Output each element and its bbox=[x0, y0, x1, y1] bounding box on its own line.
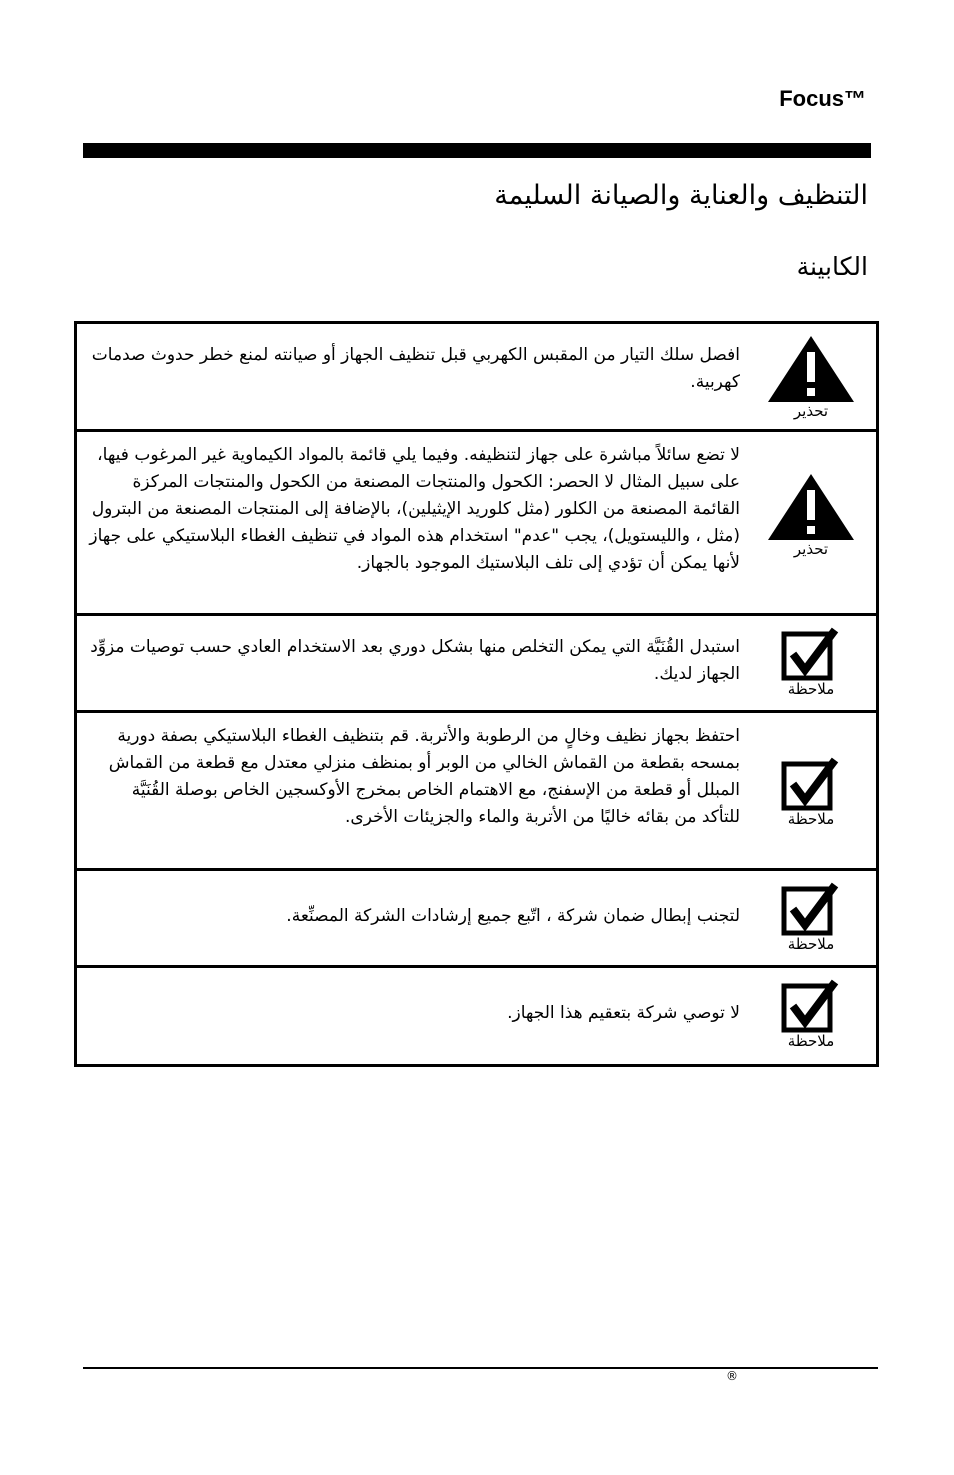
notice-text-content: لا تضع سائلاً مباشرة على جهاز لتنظيفه. وفيما يلي قائمة بالمواد الكيماوية غير المرغوب فيها، على سبيل المثال لا الحصر: الكحول والمنتجات المصنعة من الكحول والمنتجات المركزة القائمة المصنعة من الكلور (مثل كلوريد الإيثيلين)، بالإضافة إلى المنتجات المصنعة من البترول (مثل ، والليستويل)، يجب "عدم" استخدام هذه المواد في تنظيف الغطاء البلاستيكي على جهاز لأنها يمكن أن تؤدي إلى تلف البلاستيك الموجود بالجهاز. bbox=[89, 445, 740, 573]
notice-row bbox=[77, 871, 876, 968]
note-icon-block bbox=[764, 881, 858, 953]
header-divider bbox=[83, 143, 871, 158]
warning-icon-block bbox=[764, 334, 858, 420]
notice-text-content: لا توصي شركة بتعقيم هذا الجهاز. bbox=[507, 1003, 740, 1023]
checkbox-check-icon bbox=[781, 978, 841, 1034]
note-icon-block bbox=[764, 978, 858, 1050]
note-icon-block bbox=[764, 756, 858, 828]
note-caption: ملاحظة bbox=[787, 1032, 835, 1050]
notice-text-content: احتفظ بجهاز نظيف وخالٍ من الرطوبة والأتربة. قم بتنظيف الغطاء البلاستيكي بصفة دورية بمسحه بقطعة من القماش الخالي من الوبر أو بمنظف منزلي معتدل مع قطعة من القماش المبلل أو قطعة من الإسفنج، مع الاهتمام الخاص بمخرج الأوكسجين الخاص بوصلة القُنَيَّة للتأكد من بقائه خاليًا من الأتربة والماء والجزيئات الأخرى. bbox=[108, 726, 740, 827]
footer-divider bbox=[83, 1367, 878, 1369]
notice-text bbox=[77, 871, 876, 965]
section-title: التنظيف والعناية والصيانة السليمة bbox=[494, 180, 868, 211]
notice-text bbox=[77, 324, 876, 429]
warning-caption: تحذير bbox=[793, 540, 829, 558]
registered-mark: ® bbox=[726, 1369, 738, 1383]
note-caption: ملاحظة bbox=[787, 810, 835, 828]
warning-icon-block bbox=[764, 472, 858, 558]
warning-triangle-icon bbox=[766, 334, 856, 404]
note-icon-block bbox=[764, 626, 858, 698]
notice-text bbox=[77, 616, 876, 710]
notice-row bbox=[77, 713, 876, 871]
notice-row bbox=[77, 616, 876, 713]
notice-text-content: افصل سلك التيار من المقبس الكهربي قبل تنظيف الجهاز أو صيانته لمنع خطر حدوث صدمات كهربية. bbox=[91, 345, 740, 392]
note-caption: ملاحظة bbox=[787, 680, 835, 698]
notice-table bbox=[74, 321, 879, 1067]
warning-triangle-icon bbox=[766, 472, 856, 542]
note-caption: ملاحظة bbox=[787, 935, 835, 953]
checkbox-check-icon bbox=[781, 756, 841, 812]
checkbox-check-icon bbox=[781, 881, 841, 937]
checkbox-check-icon bbox=[781, 626, 841, 682]
notice-text-content: استبدل القُنَيَّة التي يمكن التخلص منها بشكل دوري بعد الاستخدام العادي حسب توصيات مزوِّد الجهاز لديك. bbox=[90, 637, 740, 684]
notice-text bbox=[77, 968, 876, 1064]
notice-row bbox=[77, 324, 876, 432]
warning-caption: تحذير bbox=[793, 402, 829, 420]
notice-row bbox=[77, 968, 876, 1064]
notice-text bbox=[77, 432, 876, 613]
notice-row bbox=[77, 432, 876, 616]
notice-text bbox=[77, 713, 876, 868]
section-subtitle: الكابينة bbox=[796, 252, 868, 281]
notice-text-content: لتجنب إبطال ضمان شركة ، اتّبع جميع إرشادات الشركة المصنِّعة. bbox=[286, 906, 740, 926]
document-header-title: Focus™ bbox=[779, 86, 866, 111]
